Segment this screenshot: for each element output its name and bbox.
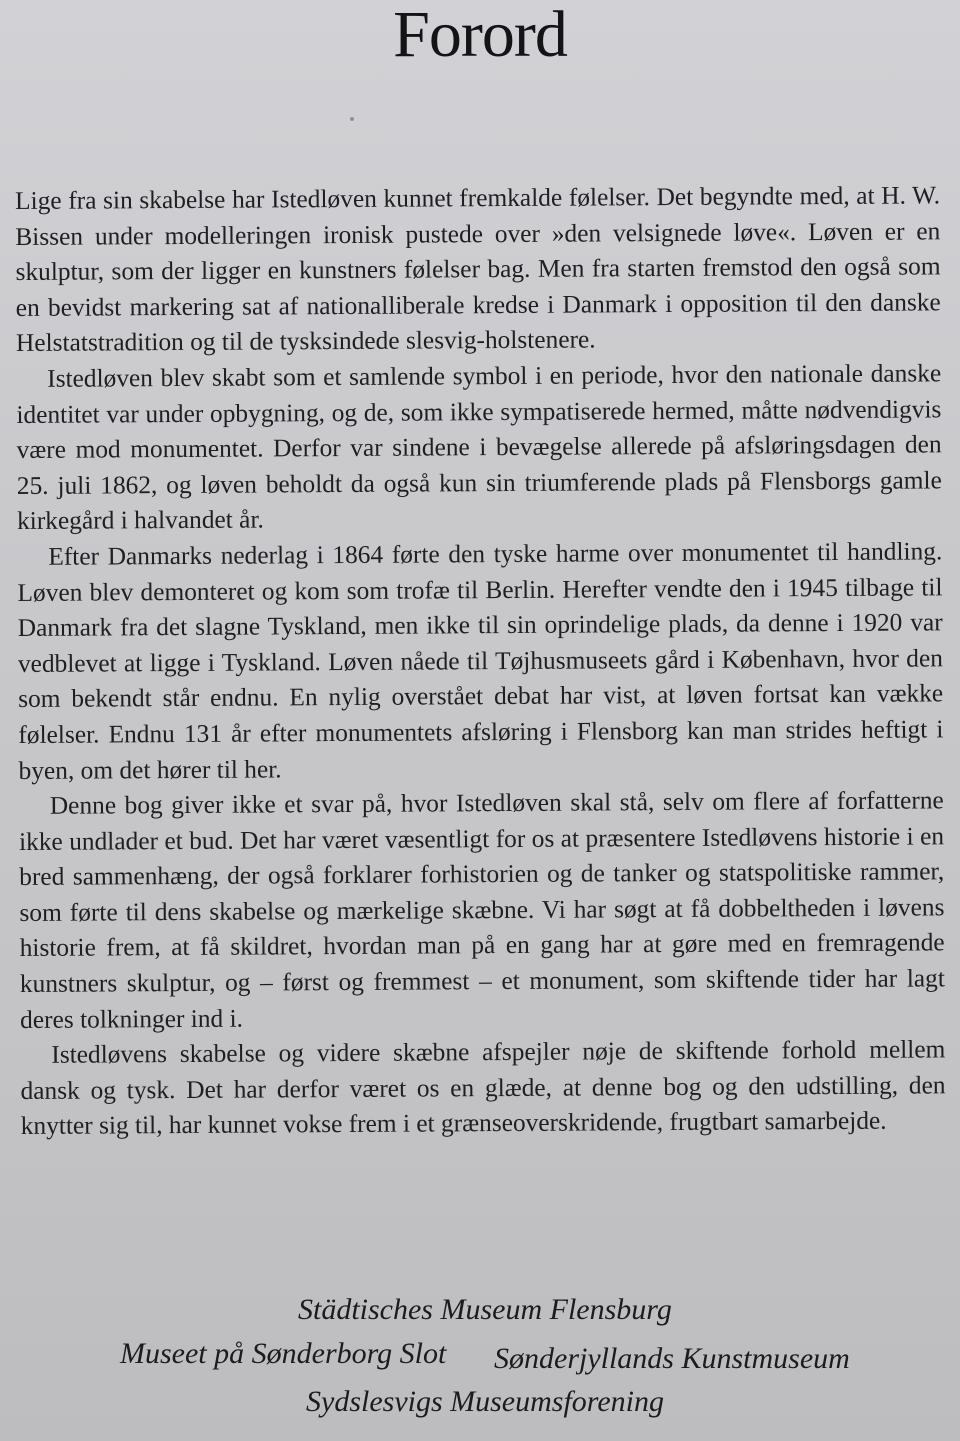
paragraph-3: Efter Danmarks nederlag i 1864 førte den tyske harme over monumentet til handling. Løven blev demonteret og kom som trofæ til Berlin. Herefter vendte den i 1945 tilbage til Danmark fra det slagne Tyskland, men ikke til sin oprindelige plads, da denne i 1920 var vedblevet at ligge i Tyskland. Løven nåede til Tøjhusmuseets gård i København, hvor den som bekendt står endnu. En nylig overstået debat har vist, at løven fortsat kan vække følelser. Endnu 131 år efter monumentets afsløring i Flensborg kan man strides heftigt i byen, om det hører til her. [17,537,944,785]
paper-speck [350,117,354,121]
signature-kunstmuseum: Sønderjyllands Kunstmuseum [494,1342,850,1375]
paragraph-1: Lige fra sin skabelse har Istedløven kunnet fremkalde følelser. Det begyndte med, at H. W. Bissen under modelleringen ironisk pustede over »den velsignede løve«. Løven er en skulptur, som der ligger en kunstners følelser bag. Men fra starten fremstod den også som en bevidst markering sat af nationalliberale kredse i Danmark i opposition til den danske Helstatstradition og til de tysksindede slesvig-holstenere. [15,181,941,358]
body-text [15,178,946,1145]
signature-museumsforening: Sydslesvigs Museumsforening [306,1385,665,1418]
paragraph-4: Denne bog giver ikke et svar på, hvor Istedløven skal stå, selv om flere af forfatterne ikke undlader et bud. Det har været væsentligt for os at præsentere Istedløvens historie i en bred sammenhæng, der også forklarer forhistorien og de tanker og statspolitiske rammer, som førte til dens skabelse og mærkelige skæbne. Vi har søgt at få dobbeltheden i løvens historie frem, at få skildret, hvordan man på en gang har at gøre med en fremragende kunstners skulptur, og – først og fremmest – et monument, som skiftende tider har lagt deres tolkninger ind i. [18,786,945,1034]
signature-sonderborg-slot: Museet på Sønderborg Slot [120,1337,447,1370]
paragraph-2: Istedløven blev skabt som et samlende symbol i en periode, hvor den nationale danske identitet var under opbygning, og de, som ikke sympatiserede hermed, måtte nødvendigvis være mod monumentet. Derfor var sindene i bevægelse allerede på afsløringsdagen den 25. juli 1862, og løven beholdt da også kun sin triumferende plads på Flensborgs gamle kirkegård i halvandet år. [16,359,942,536]
paragraph-5: Istedløvens skabelse og videre skæbne afspejler nøje de skiftende forhold mellem dansk og tysk. Det har derfor været os en glæde, at denne bog og den udstilling, den knytter sig til, har kunnet vokse frem i et grænseoverskridende, frugtbart samarbejde. [20,1035,946,1141]
page-title: Forord [393,0,567,71]
signature-flensburg-museum: Städtisches Museum Flensburg [298,1293,672,1326]
